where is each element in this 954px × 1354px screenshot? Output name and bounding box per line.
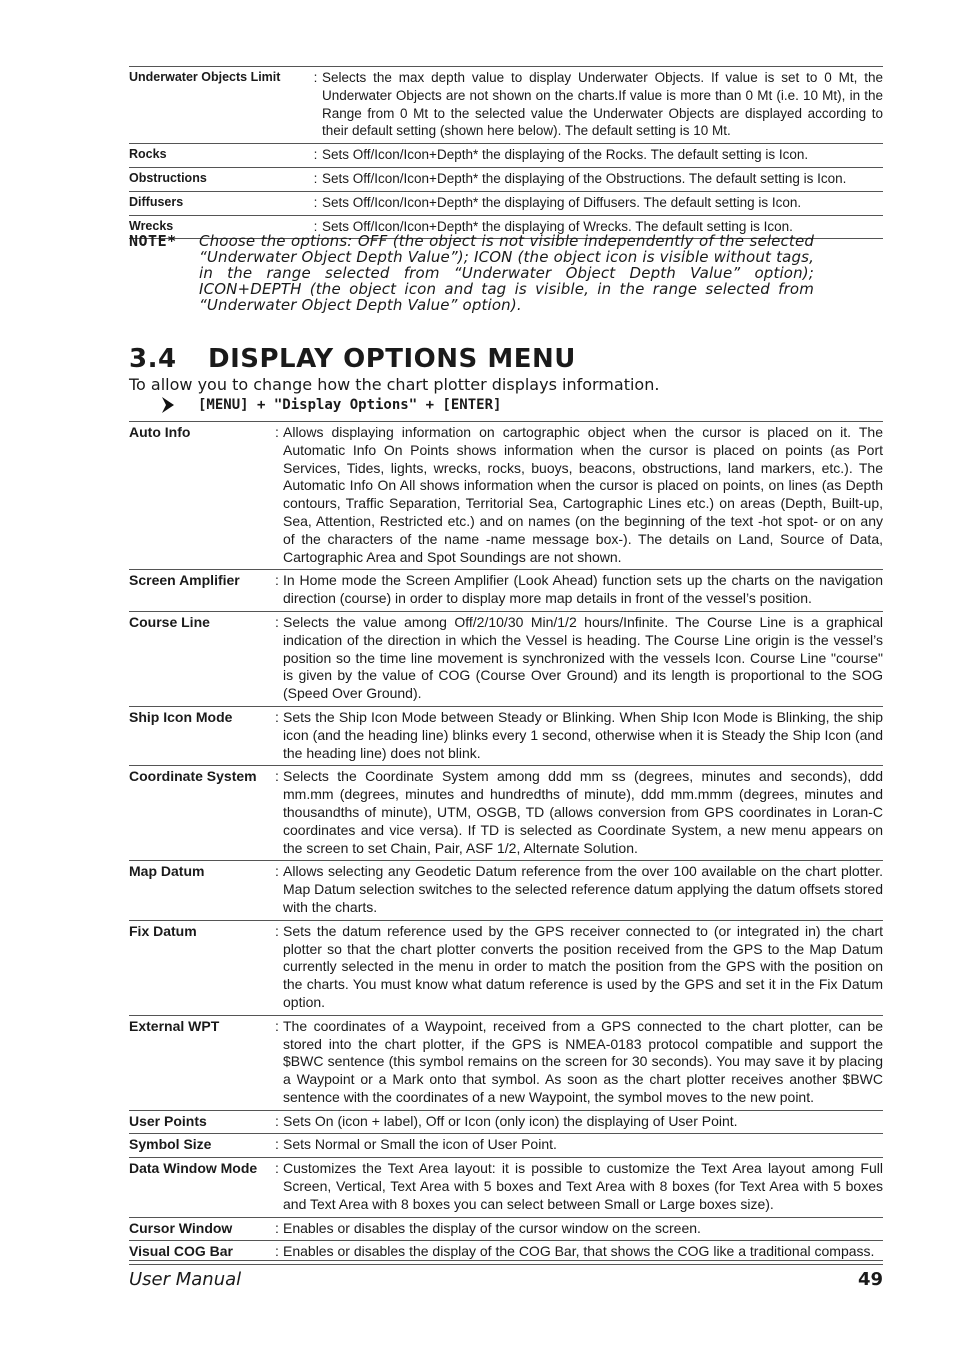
section-number: 3.4 (129, 344, 177, 374)
display-option-term: Visual COG Bar (129, 1243, 234, 1260)
underwater-option-row (129, 67, 883, 144)
display-option-separator: : (275, 1243, 279, 1260)
display-option-description: Selects the Coordinate System among ddd mm ss (degrees, minutes and seconds), ddd mm.mm (degrees, minutes and hundredths of minute), ddd mm.mmm (degrees, minutes and thousandths of minute), UTM, OSGB, TD (allows conversion from GPS coordinates in Loran-C coordinates and vice versa). If TD is selected as Coordinate System, a new menu appears on the screen to set Chain, Pair, ASF 1/2, Alternate Solution. (283, 768, 883, 856)
underwater-option-description: Sets Off/Icon/Icon+Depth* the displaying of Diffusers. The default setting is Icon. (322, 194, 802, 210)
display-option-separator: : (275, 863, 279, 880)
note (129, 233, 814, 313)
display-option-description: Allows displaying information on cartographic object when the cursor is placed on it. The Automatic Info On Points shows information when the cursor is placed on points (as Port Services, Tides, lights, wrecks, rocks, buoys, beacons, obstructions, land markers, etc.). The Automatic Info On All shows information when the cursor is placed on points, on lines (as Depth contours, Traffic Separation, Territorial Sea, Cartographic Lines etc.) on areas (Depth, Built-up, Sea, Attention, Restricted etc.) and on names (on the beginning of the text -hot spot- or on any of the characters of the name -name message box-). The details on Land, Source of Data, Cartographic Area and Spot Soundings are not shown. (283, 424, 883, 565)
display-option-separator: : (275, 1112, 279, 1129)
display-option-description: Enables or disables the display of the COG Bar, that shows the COG like a traditional compass. (283, 1243, 875, 1260)
underwater-option-separator: : (313, 218, 318, 234)
display-option-row (129, 861, 883, 920)
display-option-description: The coordinates of a Waypoint, received from a GPS connected to the chart plotter, can be stored into the chart plotter, if the GPS is NMEA-0183 protocol compatible and support the $BWC sentence (this symbol remains on the screen for 30 seconds). You may save it by placing a Waypoint or a Mark onto that symbol. As soon as the chart plotter receives another $BWC sentence with the coordinates of a new Waypoint, the symbol moves to the new point. (283, 1017, 883, 1105)
display-option-row (129, 921, 883, 1016)
display-option-term: Fix Datum (129, 922, 197, 939)
display-option-term: Cursor Window (129, 1219, 233, 1236)
display-option-separator: : (275, 768, 279, 785)
display-option-separator: : (275, 1160, 279, 1177)
display-option-row (129, 422, 883, 570)
display-option-row (129, 612, 883, 707)
display-option-description: Enables or disables the display of the cursor window on the screen. (283, 1219, 701, 1236)
underwater-option-term: Rocks (129, 147, 167, 162)
underwater-option-separator: : (313, 194, 318, 210)
display-option-term: Screen Amplifier (129, 572, 240, 589)
display-option-description: In Home mode the Screen Amplifier (Look Ahead) function sets up the charts on the navigation direction (course) in order to display more map details in front of the vessel’s position. (283, 572, 883, 607)
note-label: NOTE* (129, 232, 177, 250)
page-number: 49 (857, 1269, 883, 1290)
display-option-term: External WPT (129, 1017, 220, 1034)
underwater-option-description: Sets Off/Icon/Icon+Depth* the displaying of Wrecks. The default setting is Icon. (322, 218, 793, 234)
underwater-option-row (129, 192, 883, 216)
display-option-term: Coordinate System (129, 768, 257, 785)
chevron-right-icon (160, 396, 176, 414)
display-option-term: Ship Icon Mode (129, 708, 233, 725)
display-option-row (129, 1111, 883, 1135)
display-option-separator: : (275, 613, 279, 630)
display-option-separator: : (275, 1017, 279, 1034)
underwater-option-row (129, 168, 883, 192)
display-option-description: Allows selecting any Geodetic Datum reference from the over 100 available on the chart plotter. Map Datum selection switches to the selected reference datum applying the datum offsets stored with the charts. (283, 863, 883, 915)
note-text: Choose the options: OFF (the object is not visible independently of the selected “Underwater Object Depth Value”); ICON (the object icon is visible without tags, in the range selected from “Underwater Object Depth Value” option); ICON+DEPTH (the object icon and tag is visible, in the range selected from “Underwater Object Depth Value” option). (199, 232, 814, 314)
display-option-term: Symbol Size (129, 1136, 212, 1153)
display-option-row (129, 1158, 883, 1217)
underwater-option-separator: : (313, 170, 318, 186)
display-option-row (129, 570, 883, 612)
display-option-separator: : (275, 1219, 279, 1236)
display-option-term: Auto Info (129, 424, 191, 440)
display-option-row (129, 766, 883, 861)
underwater-option-term: Wrecks (129, 218, 174, 233)
display-option-description: Sets Normal or Small the icon of User Point. (283, 1136, 557, 1153)
display-option-separator: : (275, 1136, 279, 1153)
display-option-row (129, 1016, 883, 1111)
underwater-option-term: Diffusers (129, 194, 184, 209)
display-option-row (129, 1134, 883, 1158)
display-option-description: Customizes the Text Area layout: it is possible to customize the Text Area layout among Full Screen, Vertical, Text Area with 5 boxes and Text Area with 8 boxes (for Text Area with 5 boxes and Text Area with 8 boxes you can select between Small or Large boxes size). (283, 1160, 883, 1212)
underwater-option-description: Selects the max depth value to display Underwater Objects. If value is set to 0 Mt, the Underwater Objects are not shown on the charts.If value is more than 0 Mt (i.e. 10 Mt), in the Range from 0 Mt to the selected value the Underwater Objects are displayed according to their default setting (shown here below). The default setting is 10 Mt. (322, 70, 883, 139)
underwater-option-row (129, 144, 883, 168)
display-option-description: Sets the datum reference used by the GPS receiver connected to (or integrated in) the chart plotter so that the chart plotter converts the position received from the GPS to the Map Datum currently selected in the menu in order to match the position from the GPS with the position on the charts. You must know what datum reference is used by the GPS and set it in the Fix Datum option. (283, 922, 883, 1010)
underwater-option-term: Obstructions (129, 170, 207, 185)
underwater-option-description: Sets Off/Icon/Icon+Depth* the displaying of the Rocks. The default setting is Icon. (322, 147, 809, 163)
underwater-option-separator: : (313, 147, 318, 163)
display-option-term: Map Datum (129, 863, 205, 880)
underwater-option-separator: : (313, 70, 318, 85)
section-heading (129, 342, 576, 376)
display-option-description: Sets the Ship Icon Mode between Steady or Blinking. When Ship Icon Mode is Blinking, the ship icon (and the heading line) blinks every 1 second, otherwise when it is Steady the Ship Icon (and the heading line) does not blink. (283, 708, 883, 761)
display-option-separator: : (275, 424, 279, 440)
display-options-table (129, 421, 883, 1265)
display-option-term: User Points (129, 1112, 207, 1129)
display-option-row (129, 1218, 883, 1242)
underwater-option-term: Underwater Objects Limit (129, 70, 281, 84)
underwater-objects-table (129, 66, 883, 239)
display-option-term: Course Line (129, 613, 210, 630)
display-option-separator: : (275, 922, 279, 939)
footer-title: User Manual (129, 1269, 242, 1290)
underwater-option-description: Sets Off/Icon/Icon+Depth* the displaying of the Obstructions. The default setting is Icon. (322, 170, 847, 186)
menu-path (160, 395, 501, 415)
display-option-description: Selects the value among Off/2/10/30 Min/1/2 hours/Infinite. The Course Line is a graphical indication of the direction in which the Vessel is heading. The Course Line origin is the vessel’s position so the time line movement is synchronized with the vessels Icon. Course Line "course" is given by the value of COG (Course Over Ground) and its length is proportional to the SOG (Speed Over Ground). (283, 613, 883, 702)
display-option-separator: : (275, 708, 279, 725)
section-title: DISPLAY OPTIONS MENU (208, 344, 576, 374)
display-option-description: Sets On (icon + label), Off or Icon (only icon) the displaying of User Point. (283, 1112, 738, 1129)
display-option-separator: : (275, 572, 279, 589)
display-option-row (129, 707, 883, 766)
section-intro: To allow you to change how the chart plotter displays information. (129, 375, 660, 394)
display-option-term: Data Window Mode (129, 1160, 258, 1177)
page-footer (129, 1260, 883, 1291)
menu-path-text: [MENU] + "Display Options" + [ENTER] (198, 397, 502, 413)
